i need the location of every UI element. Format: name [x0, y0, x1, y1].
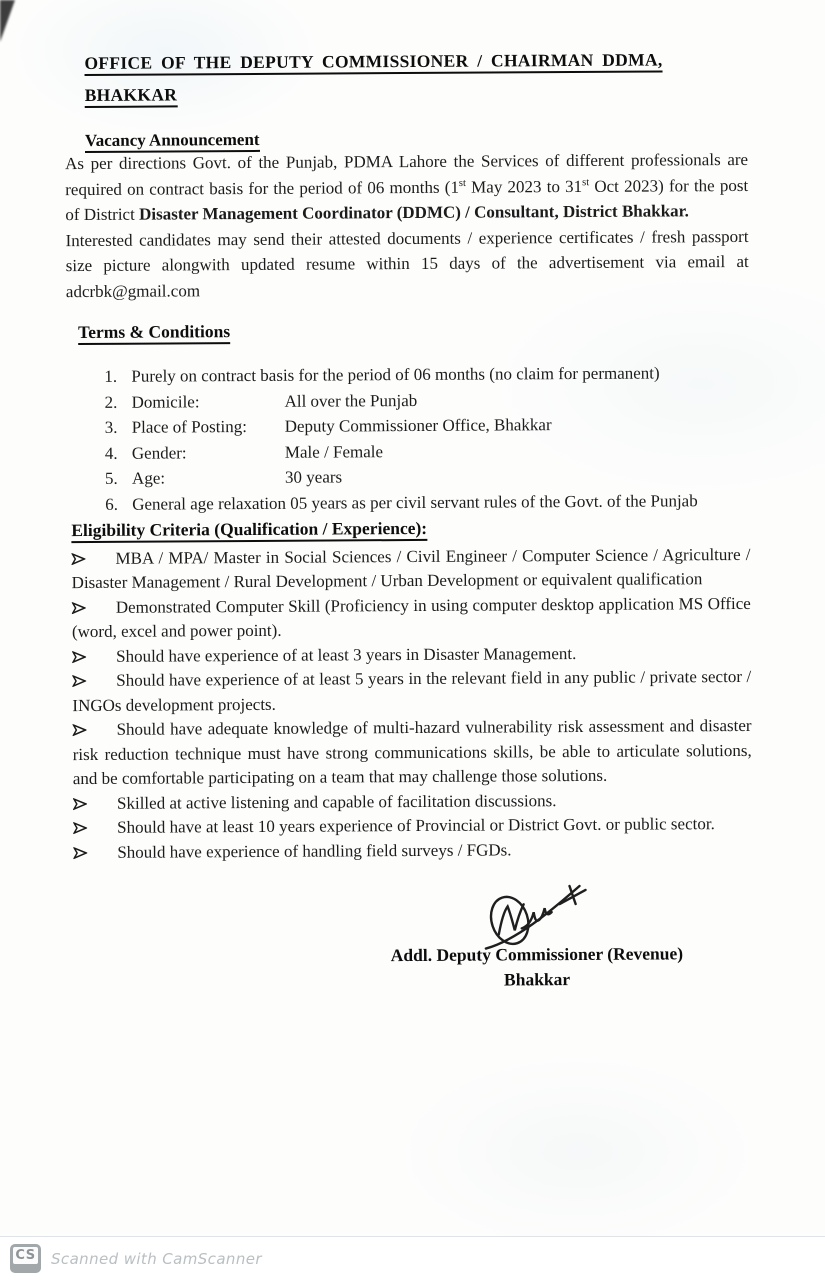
term-item — [105, 412, 750, 440]
eligibility-heading: Eligibility Criteria (Qualification / Experience): — [67, 516, 750, 541]
eligibility-bullet — [73, 837, 752, 866]
signatory-location: Bhakkar — [503, 969, 571, 990]
superscript: st — [458, 177, 466, 189]
arrow-bullet-icon — [72, 719, 86, 744]
term-label: Gender: — [131, 442, 187, 463]
bullet-text: Skilled at active listening and capable of facilitation discussions. — [116, 790, 557, 813]
term-text: General age relaxation 05 years as per civil servant rules of the Govt. of the Punjab — [132, 490, 698, 514]
bullet-text: Should have at least 10 years experience of Provincial or District Govt. or public sector. — [117, 814, 715, 837]
term-item — [104, 387, 749, 415]
term-label: Domicile: — [131, 391, 200, 412]
arrow-bullet-icon — [73, 793, 87, 818]
arrow-bullet-icon — [71, 548, 85, 573]
eligibility-bullet — [73, 812, 752, 841]
arrow-bullet-icon — [73, 817, 87, 842]
arrow-bullet-icon — [72, 646, 86, 671]
apply-text: Interested candidates may send their attested documents / experience certificates / fresh passport size picture alongwith updated resume within 15 days of the advertisement via email at — [65, 226, 749, 276]
application-paragraph — [65, 224, 748, 305]
signature-block — [356, 877, 717, 991]
camscanner-footer — [0, 1236, 825, 1280]
scan-corner-shadow — [0, 0, 15, 42]
intro-paragraph — [65, 147, 748, 228]
intro-text: Oct 2023) for the post of District — [65, 175, 749, 225]
term-number: 6. — [105, 494, 118, 514]
term-value: 30 years — [284, 467, 343, 487]
term-value: All over the Punjab — [284, 390, 418, 411]
arrow-bullet-icon — [72, 670, 86, 695]
bullet-text: Should have experience of handling field surveys / FGDs. — [117, 840, 512, 862]
post-title-bold: Disaster Management Coordinator (DDMC) / Consultant, District Bhakkar. — [138, 201, 689, 224]
term-number: 2. — [104, 392, 118, 412]
term-text: Purely on contract basis for the period of 06 months (no claim for permanent) — [131, 363, 660, 386]
bullet-text: Should have experience of at least 5 years in the relevant field in any public / private sector / INGOs development projects. — [72, 667, 752, 715]
arrow-bullet-icon — [72, 597, 86, 622]
terms-conditions-heading: Terms & Conditions — [66, 318, 749, 343]
bullet-text: MBA / MPA/ Master in Social Sciences / Civil Engineer / Computer Science / Agriculture / Disaster Management / Rural Development / Urban Development or equivalent qualification — [71, 544, 751, 593]
term-item — [105, 488, 750, 516]
eligibility-bullets — [67, 543, 752, 865]
document-header — [64, 48, 747, 107]
intro-text: May 2023 to 31 — [465, 176, 583, 197]
intro-text: As per directions Govt. of the Punjab, PDMA Lahore the Services of different professionals are required on contract basis for the period of 06 months (1 — [65, 150, 749, 199]
bullet-text: Should have experience of at least 3 years in Disaster Management. — [116, 643, 577, 666]
term-label: Age: — [131, 468, 166, 488]
eligibility-bullet — [72, 665, 751, 718]
camscanner-logo-icon: CS — [10, 1244, 41, 1273]
bullet-text: Should have adequate knowledge of multi-hazard vulnerability risk assessment and disaster risk reduction technique must have strong communications skills, be able to articulate solutions, and be comfortable participating on a team that may challenge those solutions. — [72, 716, 752, 789]
term-number: 3. — [104, 417, 118, 438]
arrow-bullet-icon — [73, 842, 87, 867]
eligibility-bullet — [72, 592, 751, 645]
contact-email: adcrbk@gmail.com — [65, 280, 201, 301]
signatory-title: Addl. Deputy Commissioner (Revenue) — [390, 943, 684, 966]
camscanner-watermark-text: Scanned with CamScanner — [51, 1249, 262, 1268]
term-label: Place of Posting: — [131, 417, 247, 437]
terms-list — [66, 361, 750, 517]
vacancy-announcement-heading: Vacancy Announcement — [65, 127, 748, 151]
term-number: 1. — [104, 366, 118, 387]
term-number: 5. — [104, 468, 118, 488]
superscript: st — [582, 176, 590, 188]
term-value: Male / Female — [284, 441, 384, 462]
eligibility-bullet — [71, 543, 750, 596]
term-value: Deputy Commissioner Office, Bhakkar — [284, 415, 552, 436]
bullet-text: Demonstrated Computer Skill (Proficiency in using computer desktop application MS Office (word, excel and power point). — [71, 593, 751, 642]
term-number: 4. — [104, 443, 118, 463]
header-line2: BHAKKAR — [85, 80, 748, 107]
term-item — [105, 463, 750, 491]
term-item — [104, 361, 749, 389]
eligibility-bullet — [72, 714, 751, 792]
term-item — [105, 438, 750, 466]
header-line1: OFFICE OF THE DEPUTY COMMISSIONER / CHAIRMAN DDMA, — [84, 48, 747, 75]
